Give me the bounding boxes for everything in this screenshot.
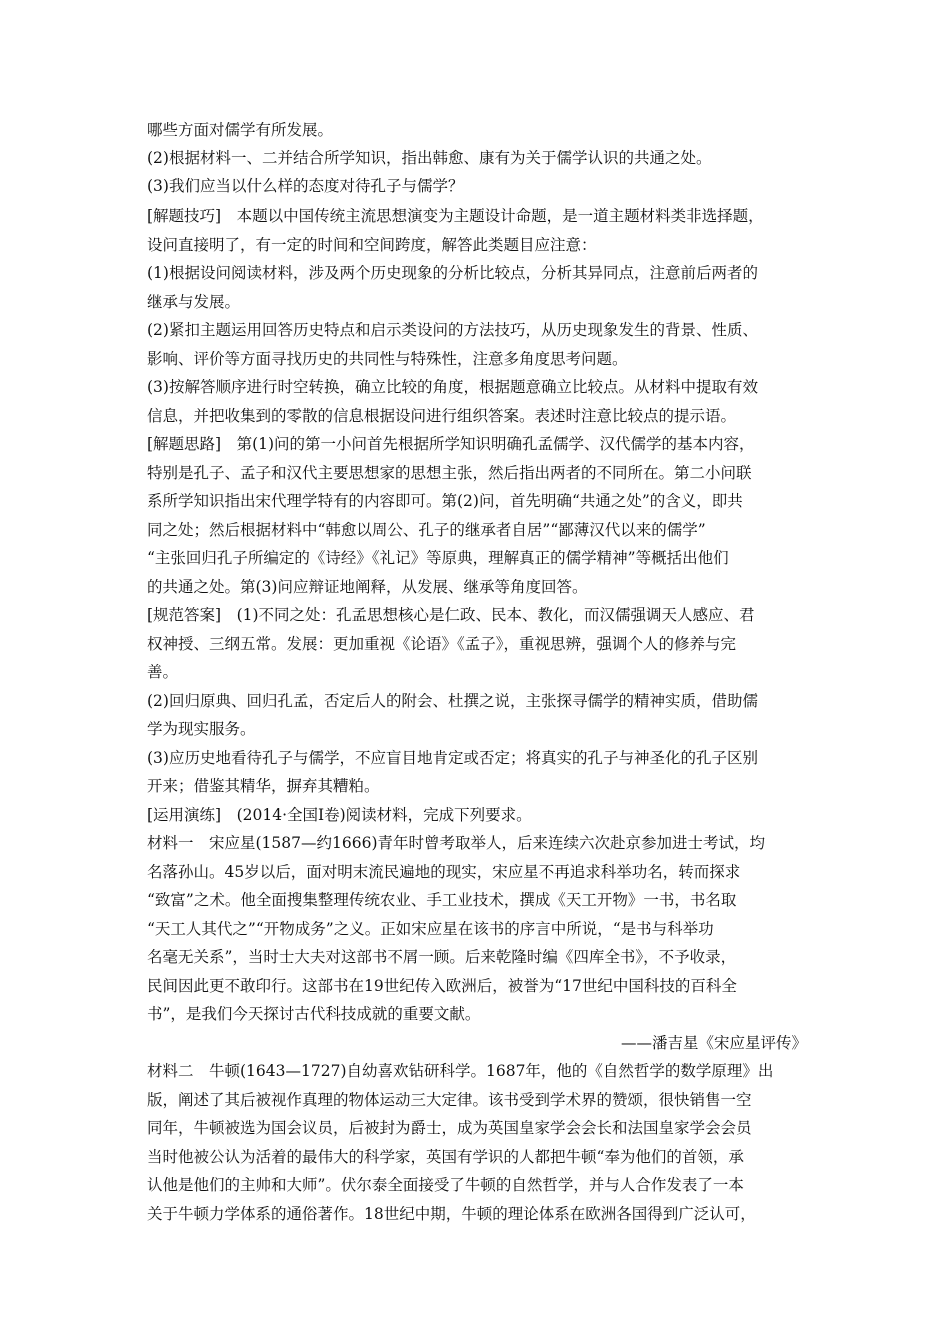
text-line: 信息，并把收集到的零散的信息根据设问进行组织答案。表述时注意比较点的提示语。: [147, 407, 737, 425]
text-line: 哪些方面对儒学有所发展。: [147, 121, 334, 139]
text-line: “致富”之术。他全面搜集整理传统农业、手工业技术，撰成《天工开物》一书，书名取: [147, 891, 737, 909]
text-line: 系所学知识指出宋代理学特有的内容即可。第(2)问，首先明确“共通之处”的含义，即共: [147, 492, 743, 510]
text-line: 权神授、三纲五常。发展：更加重视《论语》《孟子》，重视思辨，强调个人的修养与完: [147, 635, 737, 653]
text-line: 当时他被公认为活着的最伟大的科学家，英国有学识的人都把牛顿“奉为他们的首领，承: [147, 1148, 744, 1166]
text-line: 特别是孔子、孟子和汉代主要思想家的思想主张，然后指出两者的不同所在。第二小问联: [147, 464, 752, 482]
source-citation: ——潘吉星《宋应星评传》: [620, 1034, 807, 1052]
question-2: (2)根据材料一、二并结合所学知识，指出韩愈、康有为关于儒学认识的共通之处。: [147, 149, 712, 167]
text-line: 名毫无关系”，当时士大夫对这部书不屑一顾。后来乾隆时编《四库全书》，不予收录，: [147, 948, 737, 966]
text-line: (2)紧扣主题运用回答历史特点和启示类设问的方法技巧，从历史现象发生的背景、性质、: [147, 321, 758, 339]
material-1-line: 材料一 宋应星(1587—约1666)青年时曾考取举人，后来连续六次赴京参加进士考试，均: [147, 834, 765, 852]
text-line: 设问直接明了，有一定的时间和空间跨度，解答此类题目应注意：: [147, 236, 597, 254]
solving-tips-heading-line: [解题技巧] 本题以中国传统主流思想演变为主题设计命题，是一道主题材料类非选择题，: [147, 207, 764, 225]
text-line: 名落孙山。45岁以后，面对明末流民遍地的现实，宋应星不再追求科举功名，转而探求: [147, 863, 741, 881]
text-line: “主张回归孔子所编定的《诗经》《礼记》等原典，理解真正的儒学精神”等概括出他们: [147, 549, 729, 567]
text-line: (3)按解答顺序进行时空转换，确立比较的角度，根据题意确立比较点。从材料中提取有效: [147, 378, 758, 396]
text-line: 继承与发展。: [147, 293, 241, 311]
text-line: 同之处；然后根据材料中“韩愈以周公、孔子的继承者自居”“鄙薄汉代以来的儒学”: [147, 521, 706, 539]
text-line: 开来；借鉴其精华，摒弃其糟粕。: [147, 777, 380, 795]
text-line: 同年，牛顿被选为国会议员，后被封为爵士，成为英国皇家学会会长和法国皇家学会会员: [147, 1119, 752, 1137]
question-3: (3)我们应当以什么样的态度对待孔子与儒学？: [147, 177, 464, 195]
text-line: 学为现实服务。: [147, 720, 256, 738]
text-line: 版，阐述了其后被视作真理的物体运动三大定律。该书受到学术界的赞颂，很快销售一空: [147, 1091, 752, 1109]
text-line: 关于牛顿力学体系的通俗著作。18世纪中期，牛顿的理论体系在欧洲各国得到广泛认可，: [147, 1205, 756, 1223]
text-line: 善。: [147, 663, 179, 681]
material-2-line: 材料二 牛顿(1643—1727)自幼喜欢钻研科学。1687年，他的《自然哲学的数学原理》出: [147, 1062, 774, 1080]
text-line: “天工人其代之”“开物成务”之义。正如宋应星在该书的序言中所说，“是书与科举功: [147, 920, 714, 938]
text-line: (1)根据设问阅读材料，涉及两个历史现象的分析比较点，分析其异同点，注意前后两者的: [147, 264, 758, 282]
text-line: (3)应历史地看待孔子与儒学，不应盲目地肯定或否定；将真实的孔子与神圣化的孔子区别: [147, 749, 758, 767]
text-line: 影响、评价等方面寻找历史的共同性与特殊性，注意多角度思考问题。: [147, 350, 628, 368]
practice-heading-line: [运用演练] (2014·全国Ⅰ卷)阅读材料，完成下列要求。: [147, 806, 532, 824]
standard-answer-heading-line: [规范答案] (1)不同之处：孔孟思想核心是仁政、民本、教化，而汉儒强调天人感应、君: [147, 606, 755, 624]
text-line: 民间因此更不敢印行。这部书在19世纪传入欧洲后，被誉为“17世纪中国科技的百科全: [147, 977, 737, 995]
text-line: 认他是他们的主帅和大师”。伏尔泰全面接受了牛顿的自然哲学，并与人合作发表了一本: [147, 1176, 744, 1194]
text-line: 书”，是我们今天探讨古代科技成就的重要文献。: [147, 1005, 481, 1023]
text-line: 的共通之处。第(3)问应辩证地阐释，从发展、继承等角度回答。: [147, 578, 588, 596]
text-line: (2)回归原典、回归孔孟，否定后人的附会、杜撰之说，主张探寻儒学的精神实质，借助儒: [147, 692, 758, 710]
solving-approach-heading-line: [解题思路] 第(1)问的第一小问首先根据所学知识明确孔孟儒学、汉代儒学的基本内容，: [147, 435, 755, 453]
